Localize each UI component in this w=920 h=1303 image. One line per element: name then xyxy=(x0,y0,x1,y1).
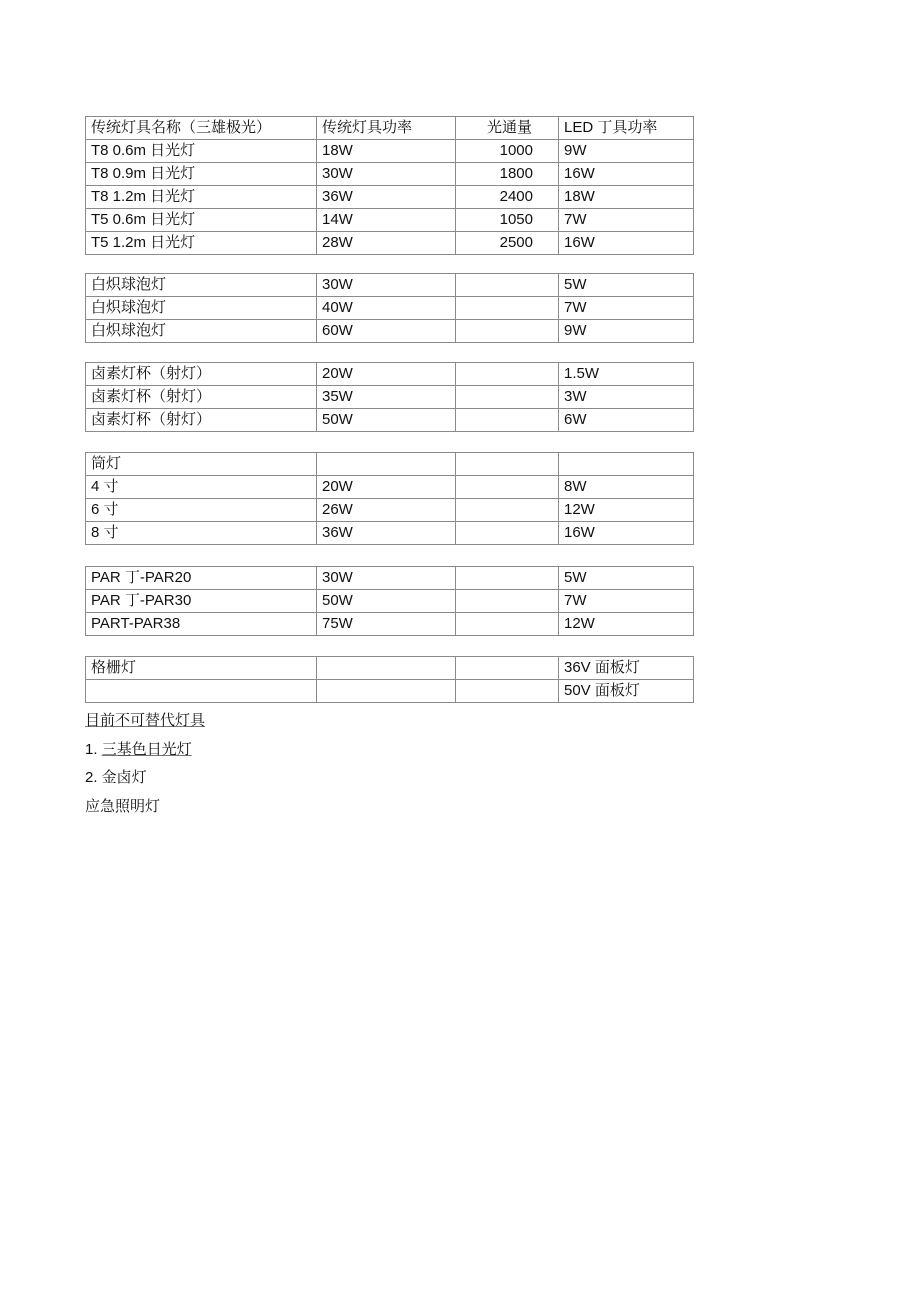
lamp-table-5 xyxy=(85,566,694,636)
table-cell: 4 寸 xyxy=(86,476,317,499)
table-header-row xyxy=(86,117,694,140)
table-row xyxy=(86,567,694,590)
table-cell: T8 0.6m 日光灯 xyxy=(86,140,317,163)
table-cell: 卤素灯杯（射灯） xyxy=(86,409,317,432)
table-cell: 5W xyxy=(559,567,694,590)
table-cell: 16W xyxy=(559,163,694,186)
table-cell: 50W xyxy=(317,409,456,432)
table-row xyxy=(86,657,694,680)
table-cell xyxy=(456,522,559,545)
table-cell xyxy=(456,499,559,522)
table-cell: 20W xyxy=(317,363,456,386)
note-item-1 xyxy=(85,738,192,759)
table-cell: 6W xyxy=(559,409,694,432)
table-cell: PAR 丁-PAR30 xyxy=(86,590,317,613)
table-cell: 50W xyxy=(317,590,456,613)
table-cell: 2500 xyxy=(456,232,559,255)
table-cell: 14W xyxy=(317,209,456,232)
table-cell: 20W xyxy=(317,476,456,499)
table-cell xyxy=(456,297,559,320)
table-cell xyxy=(559,453,694,476)
table-row xyxy=(86,476,694,499)
table-row xyxy=(86,209,694,232)
table-cell: 9W xyxy=(559,140,694,163)
table-cell: T5 0.6m 日光灯 xyxy=(86,209,317,232)
table-cell xyxy=(456,453,559,476)
table-cell: 18W xyxy=(559,186,694,209)
table-cell: 75W xyxy=(317,613,456,636)
table-cell: 8W xyxy=(559,476,694,499)
table-cell: 3W xyxy=(559,386,694,409)
table-row xyxy=(86,232,694,255)
table-cell: 26W xyxy=(317,499,456,522)
table-row xyxy=(86,363,694,386)
table-row xyxy=(86,453,694,476)
table-cell: 白炽球泡灯 xyxy=(86,320,317,343)
table-row xyxy=(86,386,694,409)
table-cell: 1.5W xyxy=(559,363,694,386)
table-cell: T5 1.2m 日光灯 xyxy=(86,232,317,255)
table-cell: 1050 xyxy=(456,209,559,232)
table-row xyxy=(86,186,694,209)
table-cell xyxy=(317,680,456,703)
table-cell: 36V 面板灯 xyxy=(559,657,694,680)
table-cell: 白炽球泡灯 xyxy=(86,274,317,297)
table-cell: 卤素灯杯（射灯） xyxy=(86,386,317,409)
table-cell xyxy=(456,567,559,590)
table-row xyxy=(86,613,694,636)
table-cell xyxy=(456,680,559,703)
table-cell xyxy=(456,476,559,499)
table-row xyxy=(86,499,694,522)
table-cell: 12W xyxy=(559,613,694,636)
table-cell: 28W xyxy=(317,232,456,255)
lamp-table-4 xyxy=(85,452,694,545)
table-cell: 40W xyxy=(317,297,456,320)
table-cell xyxy=(317,657,456,680)
table-cell xyxy=(456,363,559,386)
table-cell: 光通量 xyxy=(456,117,559,140)
note-item-3: 应急照明灯 xyxy=(85,798,161,815)
lamp-table-3 xyxy=(85,362,694,432)
notes-heading: 目前不可替代灯具 xyxy=(85,712,206,729)
table-cell: 16W xyxy=(559,522,694,545)
table-cell: 格栅灯 xyxy=(86,657,317,680)
table-cell xyxy=(456,274,559,297)
table-row xyxy=(86,680,694,703)
lamp-table-2 xyxy=(85,273,694,343)
table-cell: 12W xyxy=(559,499,694,522)
table-row xyxy=(86,522,694,545)
table-cell: 5W xyxy=(559,274,694,297)
table-cell: T8 0.9m 日光灯 xyxy=(86,163,317,186)
table-row xyxy=(86,297,694,320)
table-cell: 1800 xyxy=(456,163,559,186)
table-cell: 18W xyxy=(317,140,456,163)
lamp-table-6 xyxy=(85,656,694,703)
note-item-1-text: 三基色日光灯 xyxy=(101,741,192,758)
table-row xyxy=(86,274,694,297)
table-cell xyxy=(456,386,559,409)
table-cell: 卤素灯杯（射灯） xyxy=(86,363,317,386)
table-cell: T8 1.2m 日光灯 xyxy=(86,186,317,209)
table-cell: PART-PAR38 xyxy=(86,613,317,636)
table-row xyxy=(86,590,694,613)
table-cell xyxy=(456,590,559,613)
table-row xyxy=(86,140,694,163)
table-row xyxy=(86,409,694,432)
table-cell: 36W xyxy=(317,186,456,209)
table-cell: 30W xyxy=(317,274,456,297)
table-cell: 30W xyxy=(317,163,456,186)
table-cell: PAR 丁-PAR20 xyxy=(86,567,317,590)
table-cell: LED 丁具功率 xyxy=(559,117,694,140)
table-row xyxy=(86,320,694,343)
table-cell: 50V 面板灯 xyxy=(559,680,694,703)
table-cell: 传统灯具功率 xyxy=(317,117,456,140)
table-cell: 8 寸 xyxy=(86,522,317,545)
table-cell: 2400 xyxy=(456,186,559,209)
table-cell: 1000 xyxy=(456,140,559,163)
table-cell: 筒灯 xyxy=(86,453,317,476)
table-cell: 35W xyxy=(317,386,456,409)
note-item-1-number: 1. xyxy=(85,741,98,758)
table-cell: 传统灯具名称（三雄极光） xyxy=(86,117,317,140)
table-cell: 60W xyxy=(317,320,456,343)
table-cell: 30W xyxy=(317,567,456,590)
table-cell xyxy=(456,320,559,343)
table-cell: 6 寸 xyxy=(86,499,317,522)
table-cell xyxy=(317,453,456,476)
table-cell: 7W xyxy=(559,209,694,232)
table-cell xyxy=(86,680,317,703)
note-item-2: 2. 金卤灯 xyxy=(85,769,147,786)
table-cell: 白炽球泡灯 xyxy=(86,297,317,320)
table-cell: 9W xyxy=(559,320,694,343)
table-cell: 7W xyxy=(559,297,694,320)
table-cell xyxy=(456,409,559,432)
table-cell xyxy=(456,613,559,636)
table-row xyxy=(86,163,694,186)
table-cell: 36W xyxy=(317,522,456,545)
table-cell xyxy=(456,657,559,680)
table-cell: 7W xyxy=(559,590,694,613)
lamp-table-1 xyxy=(85,116,694,255)
table-cell: 16W xyxy=(559,232,694,255)
